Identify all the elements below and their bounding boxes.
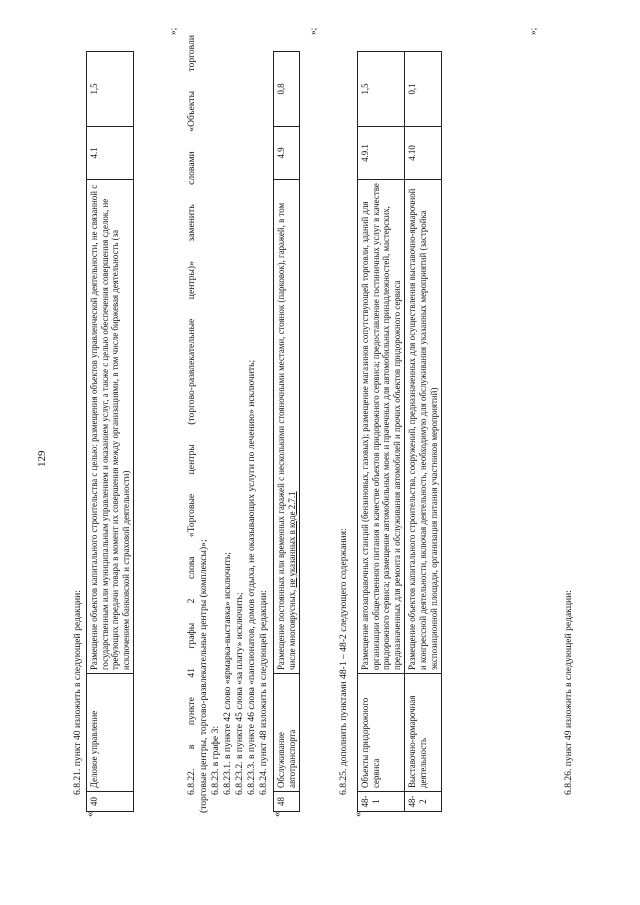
quote-open-mark: « bbox=[352, 811, 364, 817]
quote-close-mark: »; bbox=[168, 27, 178, 35]
cell-value: 1,5 bbox=[358, 52, 405, 127]
quote-close-mark: »; bbox=[308, 27, 318, 35]
paragraph-6-8-26: 6.8.26. пункт 49 изложить в следующей редакции: bbox=[563, 590, 574, 795]
cell-value: 0,1 bbox=[405, 52, 442, 127]
cell-name: Объекты придорожного сервиса bbox=[358, 674, 405, 792]
quote-open-mark: « bbox=[84, 811, 96, 817]
table-rows-48-1-48-2 bbox=[357, 51, 442, 812]
quote-close-mark: »; bbox=[528, 27, 538, 35]
description-underlined: не указанных в коде 2.7.1 bbox=[286, 491, 297, 588]
paragraph-6-8-23: 6.8.23. в графе 3: bbox=[210, 725, 221, 795]
table-row-48-2 bbox=[405, 52, 442, 812]
table-row-40 bbox=[86, 51, 134, 812]
cell-description: Размещение автозаправочных станций (бензиновых, газовых); размещение магазинов сопутствующей торговли, зданий для организации общественного питания в качестве объектов придорожного сервиса; предоставление гостиничных услуг в качестве придорожного сервиса; размещение автомобильных моек и прачечных для автомобильных принадлежностей, мастерских, предназначенных для ремонта и обслуживания автомобилей и прочих объектов придорожного сервиса bbox=[358, 180, 405, 674]
cell-code: 4.10 bbox=[405, 127, 442, 180]
table-row-48 bbox=[273, 51, 300, 812]
paragraph-6-8-23-2: 6.8.23.2. в пункте 45 слова «за плату» исключить; bbox=[234, 592, 245, 795]
paragraph-6-8-22-line1: 6.8.22. в пункте 41 графы 2 слова «Торговые центры (торгово-развлекательные центры)» заменить словами «Объекты торговли bbox=[186, 35, 197, 795]
cell-code: 4.1 bbox=[87, 127, 134, 180]
description-text: Размещение постоянных или временных гаражей с несколькими стояночными местами, стоянок (парковок), гаражей, в том числе многоярусных, bbox=[276, 202, 297, 670]
cell-name: Деловое управление bbox=[87, 674, 134, 792]
cell-code: 4.9.1 bbox=[358, 127, 405, 180]
paragraph-6-8-24: 6.8.24. пункт 48 изложить в следующей редакции: bbox=[258, 590, 269, 795]
paragraph-6-8-23-1: 6.8.23.1. в пункте 42 слово «ярмарка-выставка» исключить; bbox=[222, 552, 233, 795]
cell-number: 48-1 bbox=[358, 792, 405, 812]
cell-number: 40 bbox=[87, 792, 134, 812]
cell-value: 0,8 bbox=[274, 52, 300, 127]
page-number: 129 bbox=[36, 450, 48, 467]
cell-description: Размещение объектов капитального строительства, сооружений, предназначенных для осуществления выставочно-ярмарочной и конгрессной деятельности, включая деятельность, необходимую для обслуживания указанных мероприятий (застройка экспозиционной площади, организация питания участников мероприятий) bbox=[405, 180, 442, 674]
cell-number: 48 bbox=[274, 792, 300, 812]
cell-code: 4.9 bbox=[274, 127, 300, 180]
table-row-48-1 bbox=[358, 52, 405, 812]
paragraph-6-8-21: 6.8.21. пункт 40 изложить в следующей редакции: bbox=[72, 590, 83, 795]
cell-value: 1,5 bbox=[87, 52, 134, 127]
cell-name: Обслуживание автотранспорта bbox=[274, 674, 300, 792]
paragraph-6-8-23-3: 6.8.23.3. в пункте 46 слова «пансионатов, домов отдыха, не оказывающих услуги по лечению» исключить; bbox=[246, 359, 257, 795]
paragraph-6-8-25: 6.8.25. дополнить пунктами 48-1 – 48-2 следующего содержания: bbox=[338, 528, 349, 795]
paragraph-6-8-22-line2: (торговые центры, торгово-развлекательные центры (комплексы)»; bbox=[198, 539, 209, 813]
cell-description: Размещение объектов капитального строительства с целью: размещения объектов управленческой деятельности, не связанной с государственным или муниципальным управлением и оказанием услуг, а также с целью обеспечения совершения сделок, не требующих передачи товара в момент их совершения между организациями, в том числе биржевая деятельность (за исключением банковской и страховой деятельности) bbox=[87, 180, 134, 674]
cell-name: Выставочно-ярмарочная деятельность bbox=[405, 674, 442, 792]
cell-number: 48-2 bbox=[405, 792, 442, 812]
quote-open-mark: « bbox=[271, 811, 283, 817]
cell-description bbox=[274, 180, 300, 674]
